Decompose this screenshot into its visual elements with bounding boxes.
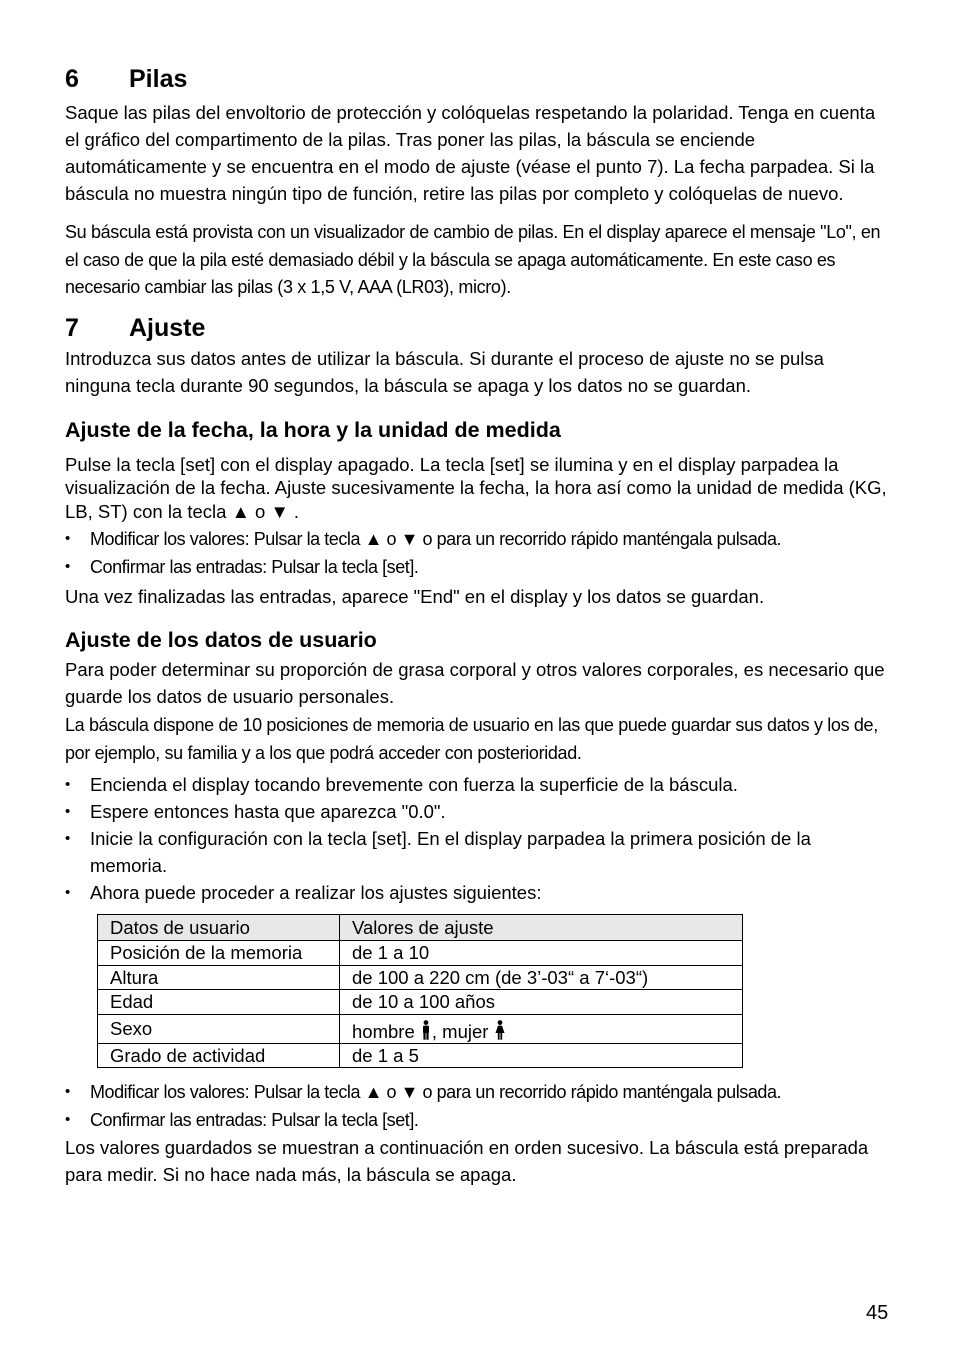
list-item: • Inicie la configuración con la tecla [set]. En el display parpadea la primera posición de la memoria. <box>65 825 891 879</box>
list-item: • Ahora puede proceder a realizar los ajustes siguientes: <box>65 879 891 906</box>
list-item: • Espere entonces hasta que aparezca "0.0". <box>65 798 891 825</box>
table-cell: Posición de la memoria <box>98 941 340 966</box>
section-6-number: 6 <box>65 65 79 93</box>
subsection-date-paragraph-2: Una vez finalizadas las entradas, aparece "End" en el display y los datos se guardan. <box>65 586 765 607</box>
subsection-date-heading: Ajuste de la fecha, la hora y la unidad de medida <box>65 417 561 442</box>
section-7-paragraph-1: Introduzca sus datos antes de utilizar la báscula. Si durante el proceso de ajuste no se pulsa ninguna tecla durante 90 segundos, la báscula se apaga y los datos no se guardan. <box>65 347 824 396</box>
subsection-date-bullets <box>65 525 891 581</box>
subsection-user-paragraph-1: Para poder determinar su proporción de grasa corporal y otros valores corporales, es necesario que guarde los datos de usuario personales. <box>65 659 885 707</box>
section-7-heading <box>65 311 891 345</box>
table-cell: Altura <box>98 965 340 990</box>
table-cell: de 1 a 10 <box>340 941 743 966</box>
table-header-row <box>98 915 743 941</box>
list-item: • Modificar los valores: Pulsar la tecla ▲ o ▼ o para un recorrido rápido manténgala pulsada. <box>65 1078 891 1106</box>
table-cell: de 1 a 5 <box>340 1043 743 1068</box>
subsection-user-bullets <box>65 771 891 906</box>
table-cell: de 100 a 220 cm (de 3’-03“ a 7‘-03“) <box>340 965 743 990</box>
table-cell-sexo <box>340 1014 743 1043</box>
table-row <box>98 965 743 990</box>
table-cell: Sexo <box>98 1014 340 1043</box>
page-number: 45 <box>866 1302 889 1324</box>
subsection-user-paragraph-2: La báscula dispone de 10 posiciones de memoria de usuario en las que puede guardar sus datos y los de, por ejemplo, su familia y a los que podrá acceder con posterioridad. <box>65 715 878 763</box>
section-7-number: 7 <box>65 313 79 342</box>
section-6-paragraph-1: Saque las pilas del envoltorio de protección y colóquelas respetando la polaridad. Tenga en cuenta el gráfico del compartimento de la pilas. Tras poner las pilas, la báscula se enciende automáticamente y se encuentra en el modo de ajuste (véase el punto 7). La fecha parpadea. Si la báscula no muestra ningún tipo de función, retire las pilas por completo y colóquelas de nuevo. <box>65 102 876 204</box>
section-6-title: Pilas <box>129 65 188 93</box>
list-item: • Modificar los valores: Pulsar la tecla ▲ o ▼ o para un recorrido rápido manténgala pulsada. <box>65 525 891 553</box>
table-row <box>98 1014 743 1043</box>
table-header-cell: Datos de usuario <box>98 915 340 941</box>
table-row <box>98 990 743 1015</box>
table-cell: Edad <box>98 990 340 1015</box>
table-row <box>98 941 743 966</box>
subsection-user-paragraph-3: Los valores guardados se muestran a continuación en orden sucesivo. La báscula está preparada para medir. Si no hace nada más, la báscula se apaga. <box>65 1137 869 1185</box>
page-content <box>65 62 891 1188</box>
table-cell: Grado de actividad <box>98 1043 340 1068</box>
list-item: • Confirmar las entradas: Pulsar la tecla [set]. <box>65 1106 891 1134</box>
subsection-user-heading: Ajuste de los datos de usuario <box>65 628 377 652</box>
list-item: • Confirmar las entradas: Pulsar la tecla [set]. <box>65 553 891 581</box>
list-item: • Encienda el display tocando brevemente con fuerza la superficie de la báscula. <box>65 771 891 798</box>
subsection-date-paragraph: Pulse la tecla [set] con el display apagado. La tecla [set] se ilumina y en el display parpadea la visualización de la fecha. Ajuste sucesivamente la fecha, la hora así como la unidad de medida (KG, LB, ST) con la tecla ▲ o ▼ . <box>65 453 887 522</box>
sexo-male-label: hombre <box>352 1020 415 1042</box>
section-7-title: Ajuste <box>129 313 206 342</box>
user-data-table <box>97 914 743 1068</box>
male-icon <box>420 1020 432 1040</box>
table-row <box>98 1043 743 1068</box>
section-6-paragraph-2: Su báscula está provista con un visualizador de cambio de pilas. En el display aparece el mensaje "Lo", en el caso de que la pila esté demasiado débil y la báscula se apaga automáticamente. En este caso es necesario cambiar las pilas (3 x 1,5 V, AAA (LR03), micro). <box>65 222 881 297</box>
table-header-cell: Valores de ajuste <box>340 915 743 941</box>
section-6-heading <box>65 62 891 96</box>
female-icon <box>494 1020 506 1040</box>
sexo-separator-label: , mujer <box>431 1020 489 1042</box>
table-cell: de 10 a 100 años <box>340 990 743 1015</box>
subsection-user-bullets-2 <box>65 1078 891 1134</box>
